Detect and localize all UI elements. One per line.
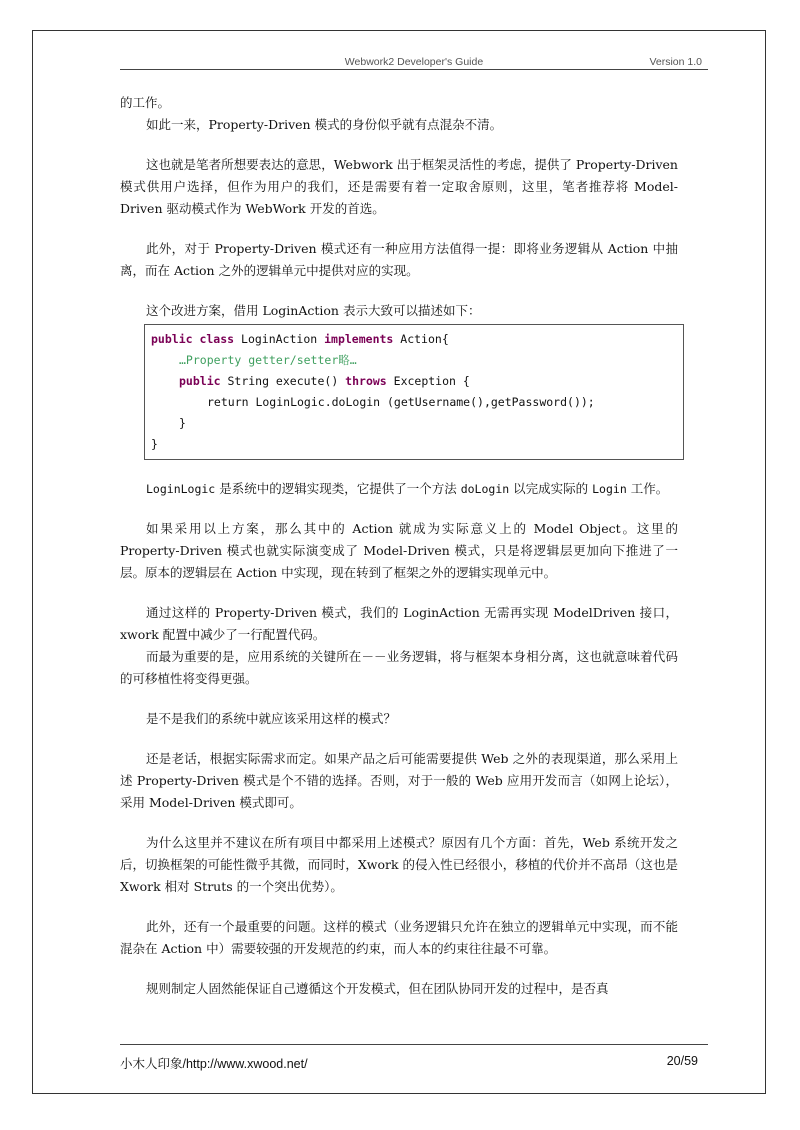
code-line: } bbox=[151, 437, 158, 451]
page-header bbox=[120, 54, 708, 70]
header-version: Version 1.0 bbox=[649, 56, 702, 68]
footer-site: 小木人印象/http://www.xwood.net/ bbox=[120, 1057, 308, 1071]
page-footer bbox=[120, 1054, 708, 1072]
inline-code: Login bbox=[592, 482, 627, 496]
inline-code: doLogin bbox=[460, 482, 510, 496]
paragraph: 而最为重要的是，应用系统的关键所在－－业务逻辑，将与框架本身相分离，这也就意味着代码的可移植性将变得更强。 bbox=[120, 649, 678, 686]
code-line: } bbox=[179, 416, 186, 430]
code-text: Exception { bbox=[386, 374, 470, 388]
paragraph: 此外，还有一个最重要的问题。这样的模式（业务逻辑只允许在独立的逻辑单元中实现，而不能混杂在 Action 中）需要较强的开发规范的约束，而人本的约束往往最不可靠。 bbox=[120, 919, 678, 956]
paragraph: 如此一来，Property-Driven 模式的身份似乎就有点混杂不清。 bbox=[146, 117, 503, 132]
code-text: LoginAction bbox=[234, 332, 325, 346]
header-title: Webwork2 Developer's Guide bbox=[344, 56, 484, 68]
code-line bbox=[151, 371, 677, 392]
paragraph: 的工作。 bbox=[120, 95, 171, 110]
code-comment: …Property getter/setter略… bbox=[179, 353, 357, 367]
page-number: 20/59 bbox=[666, 1054, 698, 1068]
paragraph: 这个改进方案，借用 LoginAction 表示大致可以描述如下： bbox=[146, 303, 481, 318]
footer-divider bbox=[120, 1044, 708, 1045]
paragraph: 如果采用以上方案，那么其中的 Action 就成为实际意义上的 Model Object。这里的 Property-Driven 模式也就实际演变成了 Model-Driven 模式，只是将逻辑层更加向下推进了一层。原本的逻辑层在 Action 中实现，现在转到了框架之外的逻辑实现单元中。 bbox=[120, 521, 678, 580]
code-keyword: throws bbox=[345, 374, 387, 388]
paragraph: 为什么这里并不建议在所有项目中都采用上述模式？原因有几个方面：首先，Web 系统开发之后，切换框架的可能性微乎其微，而同时，Xwork 的侵入性已经很小，移植的代价并不高昂（这也是 Xwork 相对 Struts 的一个突出优势）。 bbox=[120, 835, 678, 894]
header-divider bbox=[120, 69, 708, 70]
paragraph: 此外，对于 Property-Driven 模式还有一种应用方法值得一提：即将业务逻辑从 Action 中抽离，而在 Action 之外的逻辑单元中提供对应的实现。 bbox=[120, 241, 678, 278]
paragraph: 是不是我们的系统中就应该采用这样的模式？ bbox=[146, 711, 397, 726]
code-line bbox=[151, 329, 677, 350]
paragraph-text: 以完成实际的 bbox=[509, 481, 593, 496]
paragraph: 还是老话，根据实际需求而定。如果产品之后可能需要提供 Web 之外的表现渠道，那么采用上述 Property-Driven 模式是个不错的选择。否则，对于一般的 Web 应用开发而言（如网上论坛），采用 Model-Driven 模式即可。 bbox=[120, 751, 678, 810]
code-keyword: implements bbox=[324, 332, 394, 346]
paragraph-text: 是系统中的逻辑实现类，它提供了一个方法 bbox=[215, 481, 461, 496]
paragraph: 通过这样的 Property-Driven 模式，我们的 LoginAction 无需再实现 ModelDriven 接口，xwork 配置中减少了一行配置代码。 bbox=[120, 605, 678, 642]
code-block bbox=[144, 324, 684, 460]
paragraph bbox=[120, 478, 678, 500]
paragraph-text: 工作。 bbox=[626, 481, 669, 496]
paragraph: 这也就是笔者所想要表达的意思，Webwork 出于框架灵活性的考虑，提供了 Property-Driven 模式供用户选择，但作为用户的我们，还是需要有着一定取舍原则，这里，笔者推荐将 Model-Driven 驱动模式作为 WebWork 开发的首选。 bbox=[120, 157, 678, 216]
code-keyword: public bbox=[179, 374, 221, 388]
code-text: String execute() bbox=[220, 374, 346, 388]
code-text: Action{ bbox=[393, 332, 449, 346]
document-body bbox=[120, 92, 678, 1000]
paragraph: 规则制定人固然能保证自己遵循这个开发模式，但在团队协同开发的过程中，是否真 bbox=[146, 981, 609, 996]
code-line: return LoginLogic.doLogin (getUsername(),getPassword()); bbox=[207, 395, 595, 409]
inline-code: LoginLogic bbox=[146, 482, 216, 496]
code-keyword: public class bbox=[151, 332, 235, 346]
